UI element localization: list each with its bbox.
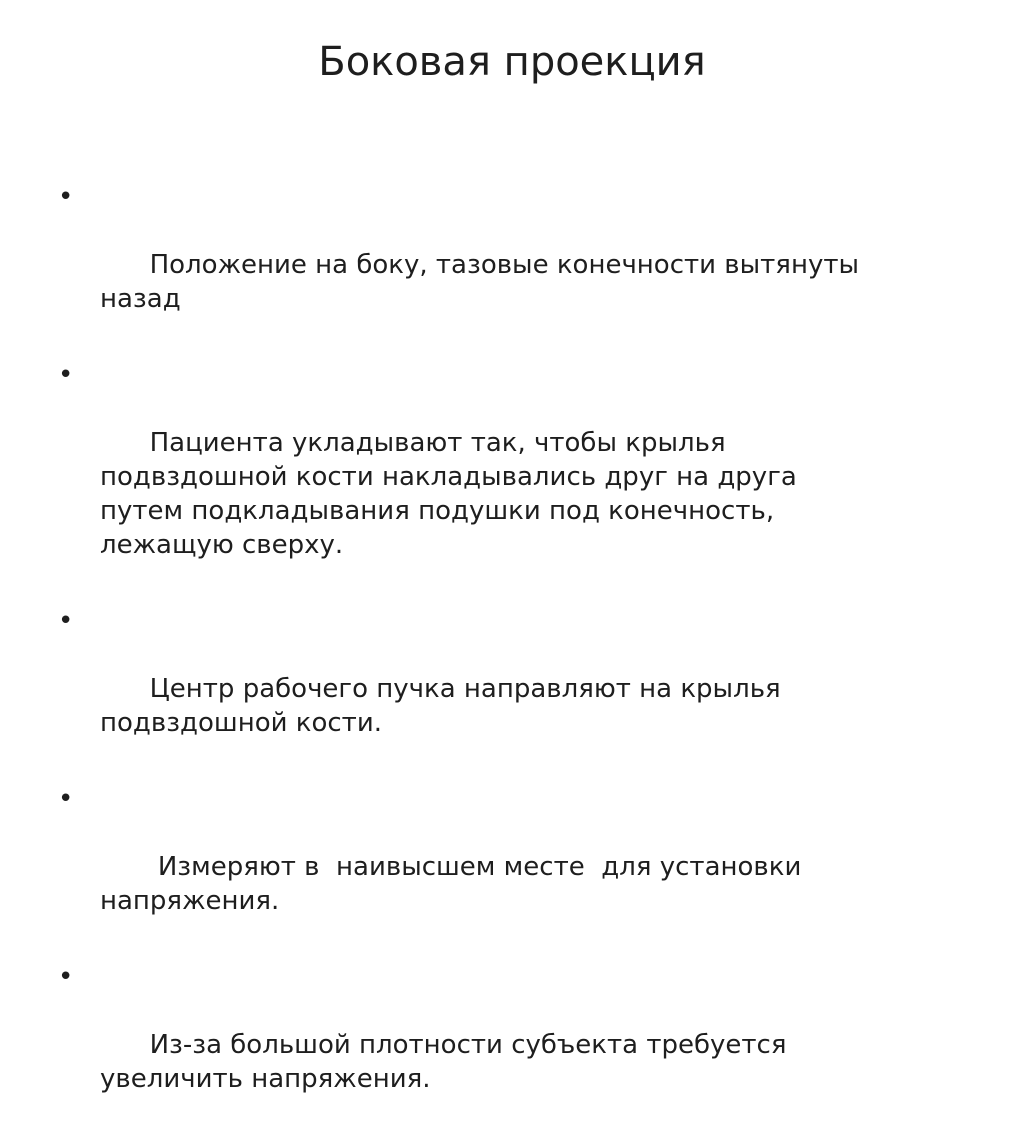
bullet-text: Пациента укладывают так, чтобы крылья подвздошной кости накладывались друг на друга путем подкладывания подушки под конечность, лежащую сверху. [100,428,797,560]
bullet-icon: • [58,182,74,212]
bullet-text: Положение на боку, тазовые конечности вытянуты назад [100,250,860,314]
bullet-item [58,604,958,774]
bullet-item [58,358,958,596]
bullet-icon: • [58,360,74,390]
bullet-text: Центр рабочего пучка направляют на крылья подвздошной кости. [100,674,781,738]
slide-title: Боковая проекция [318,39,706,85]
bullet-icon: • [58,784,74,814]
bullet-text: Из-за большой плотности субъекта требуется увеличить напряжения. [100,1030,787,1094]
bullet-icon: • [58,962,74,992]
bullet-icon: • [58,606,74,636]
bullet-item [58,180,958,350]
bullet-item [58,960,958,1130]
bullet-text: Измеряют в наивысшем месте для установки напряжения. [100,852,802,916]
bullet-item [58,782,958,952]
bullet-list [58,180,958,1138]
